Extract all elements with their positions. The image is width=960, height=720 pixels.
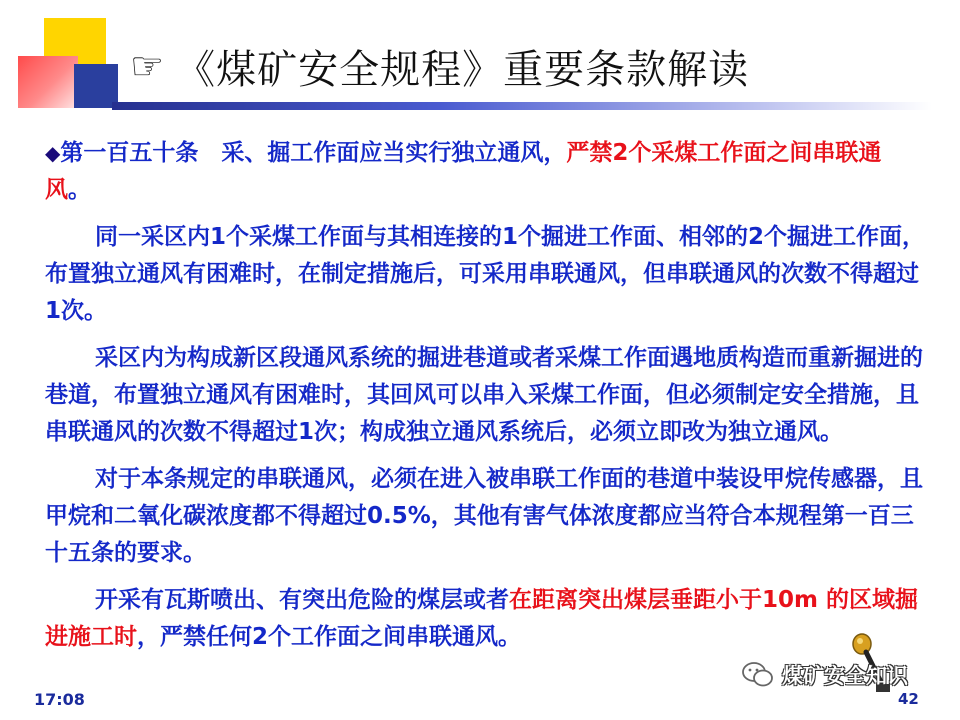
- clause-prohibition-highlight: 严禁2个采煤工作面之间串联通风: [45, 140, 882, 203]
- slide-title-text: 《煤矿安全规程》重要条款解读: [175, 46, 750, 93]
- clause-paragraph: [45, 135, 925, 209]
- paragraph-5-end: ，严禁任何2个工作面之间串联通风。: [137, 624, 522, 650]
- paragraph-4: 对于本条规定的串联通风，必须在进入被串联工作面的巷道中装设甲烷传感器，且甲烷和二氧化碳浓度都不得超过0.5%，其他有害气体浓度都应当符合本规程第一百三十五条的要求。: [45, 466, 923, 566]
- paragraph-5: [45, 582, 925, 656]
- slide-body: [45, 135, 925, 656]
- page-number: 42: [898, 690, 919, 708]
- clause-period: 。: [68, 177, 91, 203]
- diamond-bullet-icon: ◆: [45, 141, 61, 165]
- slide-title: [130, 36, 749, 96]
- watermark: [742, 660, 908, 690]
- clause-heading: 第一百五十条 采、掘工作面应当实行独立通风，: [60, 140, 567, 166]
- paragraph-5-highlight: 在距离突出煤层垂距小于10m 的区域掘进施工时: [45, 587, 918, 650]
- paragraph-3: 采区内为构成新区段通风系统的掘进巷道或者采煤工作面遇地质构造而重新掘进的巷道，布置独立通风有困难时，其回风可以串入采煤工作面，但必须制定安全措施，且串联通风的次数不得超过1次；构成独立通风系统后，必须立即改为独立通风。: [45, 345, 923, 445]
- wechat-logo-icon: [742, 662, 774, 688]
- title-underline-bar: [112, 102, 932, 110]
- paragraph-5-start: 开采有瓦斯喷出、有突出危险的煤层或者: [95, 587, 509, 613]
- paragraph-2: 同一采区内1个采煤工作面与其相连接的1个掘进工作面、相邻的2个掘进工作面，布置独立通风有困难时，在制定措施后，可采用串联通风，但串联通风的次数不得超过1次。: [45, 224, 926, 324]
- decor-pink-square: [18, 56, 78, 108]
- watermark-text: 煤矿安全知识: [782, 664, 908, 688]
- footer-time: 17:08: [34, 690, 85, 709]
- pointing-hand-icon: ☞: [130, 44, 166, 88]
